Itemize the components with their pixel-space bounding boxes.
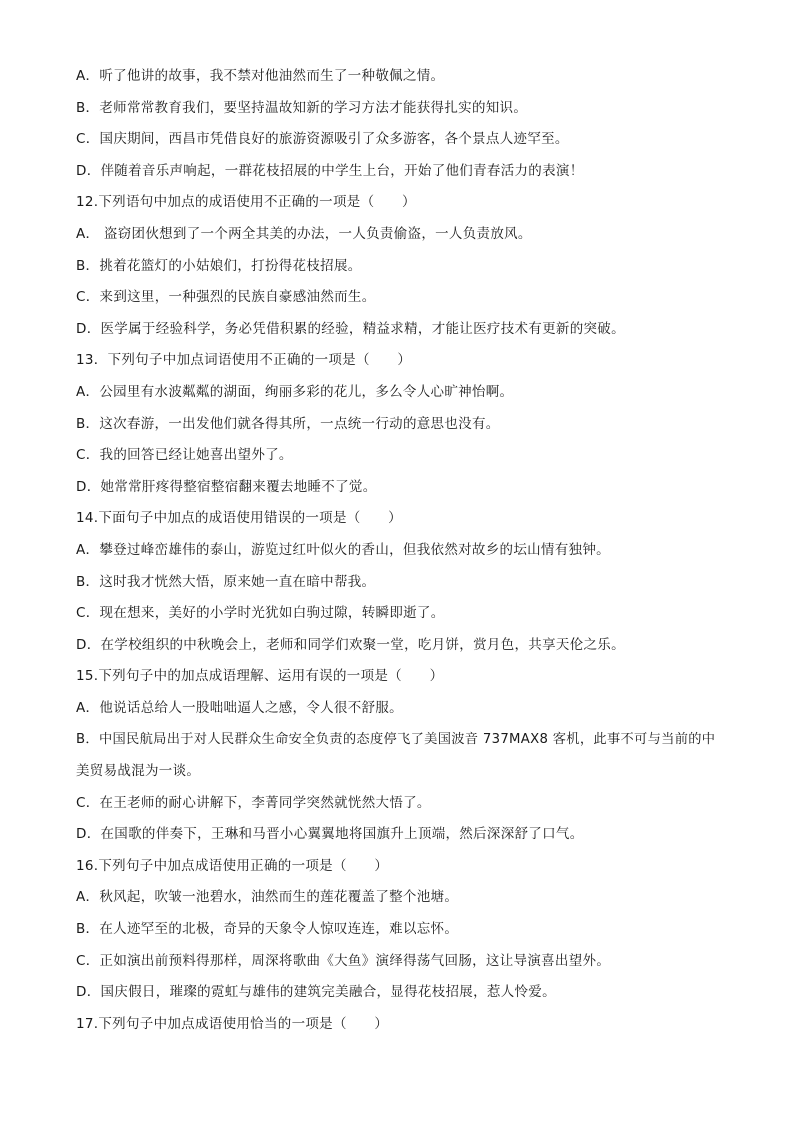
option-line: D．她常常肝疼得整宿整宿翻来覆去地睡不了觉。 (76, 478, 377, 495)
option-line: A．听了他讲的故事，我不禁对他油然而生了一种敬佩之情。 (76, 68, 445, 84)
option-line: B．这时我才恍然大悟，原来她一直在暗中帮我。 (76, 573, 376, 590)
option-line: C．在王老师的耐心讲解下，李菁同学突然就恍然大悟了。 (76, 794, 431, 811)
document-body (76, 61, 726, 1040)
option-line: D．国庆假日，璀璨的霓虹与雄伟的建筑完美融合，显得花枝招展，惹人怜爱。 (76, 984, 556, 1001)
question-15: 15.下列句子中的加点成语理解、运用有误的一项是（ ） (76, 668, 444, 685)
question-14: 14.下面句子中加点的成语使用错误的一项是（ ） (76, 510, 402, 527)
option-line: B．在人迹罕至的北极，奇异的天象令人惊叹连连，难以忘怀。 (76, 921, 459, 938)
option-line: A．他说话总给人一股咄咄逼人之感，令人很不舒服。 (76, 699, 403, 716)
option-line: A． 盗窃团伙想到了一个两全其美的办法，一人负责偷盗，一人负责放风。 (76, 225, 532, 242)
option-line: B．这次春游，一出发他们就各得其所，一点统一行动的意思也没有。 (76, 415, 500, 432)
option-line: D．在国歌的伴奏下，王琳和马晋小心翼翼地将国旗升上顶端，然后深深舒了口气。 (76, 826, 584, 843)
question-17: 17.下列句子中加点成语使用恰当的一项是（ ） (76, 1015, 389, 1032)
option-line: C．来到这里，一种强烈的民族自豪感油然而生。 (76, 289, 376, 306)
option-line: C．正如演出前预料得那样，周深将歌曲《大鱼》演绎得荡气回肠，这让导演喜出望外。 (76, 952, 611, 969)
option-line: D．医学属于经验科学，务必凭借积累的经验，精益求精，才能让医疗技术有更新的突破。 (76, 320, 625, 337)
option-line: A．秋风起，吹皱一池碧水，油然而生的莲花覆盖了整个池塘。 (76, 889, 459, 906)
option-line: B．中国民航局出于对人民群众生命安全负责的态度停飞了美国波音 737MAX8 客机，此事不可与当前的中 (76, 732, 716, 748)
option-line: D．在学校组织的中秋晚会上，老师和同学们欢聚一堂，吃月饼，赏月色，共享天伦之乐。 (76, 636, 625, 653)
option-line: A．攀登过峰峦雄伟的泰山，游览过红叶似火的香山，但我依然对故乡的坛山情有独钟。 (76, 541, 610, 558)
option-line: A．公园里有水波粼粼的湖面，绚丽多彩的花儿，多么令人心旷神怡啊。 (76, 383, 514, 400)
option-line: C．现在想来，美好的小学时光犹如白驹过隙，转瞬即逝了。 (76, 605, 445, 622)
question-16: 16.下列句子中加点成语使用正确的一项是（ ） (76, 857, 389, 874)
option-line: C．国庆期间，西昌市凭借良好的旅游资源吸引了众多游客，各个景点人迹罕至。 (76, 131, 569, 148)
option-line: D．伴随着音乐声响起，一群花枝招展的中学生上台，开始了他们青春活力的表演！ (76, 162, 584, 179)
option-line: C．我的回答已经让她喜出望外了。 (76, 447, 293, 464)
option-line-continued: 美贸易战混为一谈。 (76, 763, 201, 780)
question-12: 12.下列语句中加点的成语使用不正确的一项是（ ） (76, 194, 416, 211)
question-13: 13．下列句子中加点词语使用不正确的一项是（ ） (76, 352, 412, 369)
option-line: B．挑着花篮灯的小姑娘们，打扮得花枝招展。 (76, 257, 362, 274)
option-line: B．老师常常教育我们，要坚持温故知新的学习方法才能获得扎实的知识。 (76, 99, 528, 116)
